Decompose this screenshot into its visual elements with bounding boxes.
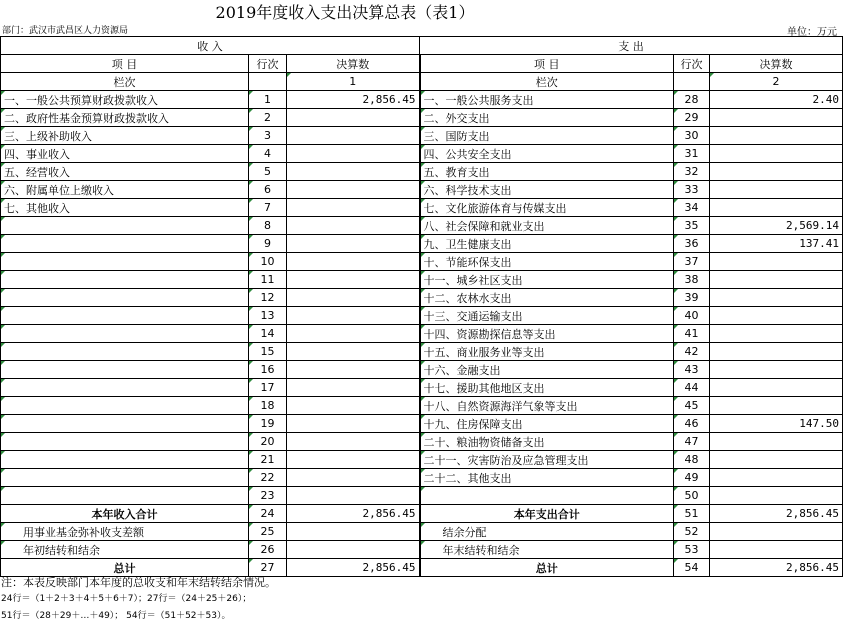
income-item [1,343,249,361]
expense-amount-header: 决算数 [710,55,843,73]
expense-item: 十、节能环保支出 [420,253,674,271]
income-opening-balance-label: 年初结转和结余 [1,541,249,559]
expense-amount [710,289,843,307]
income-amount [287,253,420,271]
expense-amount [710,487,843,505]
income-fund-offset-label: 用事业基金弥补收支差额 [1,523,249,541]
income-item: 三、上级补助收入 [1,127,249,145]
income-grand-total-label: 总计 [1,559,249,577]
expense-row-number: 36 [674,235,710,253]
expense-row-number: 41 [674,325,710,343]
table-row [1,289,843,307]
income-item [1,217,249,235]
table-row [1,127,843,145]
table-row [1,379,843,397]
expense-row-number: 47 [674,433,710,451]
expense-amount: 147.50 [710,415,843,433]
expense-row-number: 46 [674,415,710,433]
table-row [1,271,843,289]
income-row-number: 14 [249,325,287,343]
table-row [1,451,843,469]
budget-summary-table [0,36,843,577]
income-amount [287,235,420,253]
expense-item: 二十一、灾害防治及应急管理支出 [420,451,674,469]
expense-amount [710,469,843,487]
income-amount [287,181,420,199]
income-amount-header: 决算数 [287,55,420,73]
income-amount [287,271,420,289]
unit-label: 单位：万元 [787,27,837,38]
income-item: 六、附属单位上缴收入 [1,181,249,199]
column-number-row [1,73,843,91]
income-item [1,253,249,271]
income-amount [287,433,420,451]
expense-item [420,487,674,505]
expense-year-total-label: 本年支出合计 [420,505,674,523]
expense-row-number: 42 [674,343,710,361]
income-amount [287,487,420,505]
expense-item: 一、一般公共服务支出 [420,91,674,109]
income-row-number: 23 [249,487,287,505]
income-item: 七、其他收入 [1,199,249,217]
income-row-number: 20 [249,433,287,451]
expense-year-total-number: 51 [674,505,710,523]
income-year-total-label: 本年收入合计 [1,505,249,523]
income-row-number: 11 [249,271,287,289]
income-row-number: 22 [249,469,287,487]
expense-amount [710,271,843,289]
income-row-number: 10 [249,253,287,271]
expense-item: 三、国防支出 [420,127,674,145]
year-total-row [1,505,843,523]
income-opening-balance-amount [287,541,420,559]
income-row-number: 5 [249,163,287,181]
income-row-number: 4 [249,145,287,163]
income-rowno-header: 行次 [249,55,287,73]
expense-item: 十二、农林水支出 [420,289,674,307]
income-item: 五、经营收入 [1,163,249,181]
expense-item: 十八、自然资源海洋气象等支出 [420,397,674,415]
expense-amount [710,451,843,469]
expense-grand-total-label: 总计 [420,559,674,577]
expense-closing-balance-label: 年末结转和结余 [420,541,674,559]
expense-amount [710,163,843,181]
table-row [1,109,843,127]
income-year-total-number: 24 [249,505,287,523]
expense-column-number: 2 [710,73,843,91]
income-amount [287,163,420,181]
expense-amount [710,127,843,145]
expense-closing-balance-amount [710,541,843,559]
table-title: 2019年度收入支出决算总表（表1） [215,3,475,22]
expense-row-number: 37 [674,253,710,271]
expense-item: 八、社会保障和就业支出 [420,217,674,235]
expense-amount [710,361,843,379]
expense-amount: 2,569.14 [710,217,843,235]
income-row-number: 1 [249,91,287,109]
income-section-header: 收 入 [1,37,420,55]
income-amount [287,397,420,415]
income-opening-balance-number: 26 [249,541,287,559]
expense-amount [710,109,843,127]
table-row [1,487,843,505]
expense-row-number: 33 [674,181,710,199]
expense-row-number: 35 [674,217,710,235]
footnote-line: 51行＝（28＋29＋…＋49）； 54行＝（51＋52＋53）。 [1,611,231,621]
expense-row-number: 48 [674,451,710,469]
expense-amount [710,145,843,163]
income-amount [287,109,420,127]
income-row-number: 16 [249,361,287,379]
expense-row-number: 43 [674,361,710,379]
table-row [1,397,843,415]
income-amount [287,217,420,235]
expense-row-number: 28 [674,91,710,109]
income-item [1,397,249,415]
income-row-number: 19 [249,415,287,433]
expense-row-number: 38 [674,271,710,289]
expense-surplus-distribution-label: 结余分配 [420,523,674,541]
income-amount [287,415,420,433]
table-row [1,469,843,487]
department-label: 部门：武汉市武昌区人力资源局 [2,26,129,36]
footnote-line: 注：本表反映部门本年度的总收支和年末结转结余情况。 [1,576,276,589]
income-amount: 2,856.45 [287,91,420,109]
income-lanci-label: 栏次 [1,73,249,91]
expense-amount: 137.41 [710,235,843,253]
income-row-number: 9 [249,235,287,253]
carryover-row [1,541,843,559]
expense-row-number: 40 [674,307,710,325]
table-row [1,433,843,451]
income-amount [287,343,420,361]
expense-item: 十四、资源勘探信息等支出 [420,325,674,343]
expense-item: 六、科学技术支出 [420,181,674,199]
expense-item: 十三、交通运输支出 [420,307,674,325]
expense-rowno-header: 行次 [674,55,710,73]
income-row-number: 15 [249,343,287,361]
income-item-header: 项 目 [1,55,249,73]
footnote-line: 24行＝（1＋2＋3＋4＋5＋6＋7）；27行＝（24＋25＋26）； [1,594,252,604]
expense-row-number: 45 [674,397,710,415]
income-grand-total-amount: 2,856.45 [287,559,420,577]
income-row-number: 6 [249,181,287,199]
expense-amount [710,325,843,343]
expense-row-number: 34 [674,199,710,217]
expense-grand-total-number: 54 [674,559,710,577]
expense-amount [710,307,843,325]
expense-surplus-distribution-amount [710,523,843,541]
table-row [1,163,843,181]
income-row-number: 21 [249,451,287,469]
expense-row-number: 39 [674,289,710,307]
expense-row-number: 44 [674,379,710,397]
column-header-row [1,55,843,73]
income-item [1,235,249,253]
expense-item: 二、外交支出 [420,109,674,127]
income-amount [287,307,420,325]
income-item [1,487,249,505]
expense-amount [710,379,843,397]
income-item: 一、一般公共预算财政拨款收入 [1,91,249,109]
income-fund-offset-amount [287,523,420,541]
table-row [1,145,843,163]
income-item [1,271,249,289]
expense-row-number: 31 [674,145,710,163]
table-row [1,325,843,343]
income-item [1,361,249,379]
income-lanci-blank [249,73,287,91]
expense-row-number: 32 [674,163,710,181]
expense-item: 二十、粮油物资储备支出 [420,433,674,451]
adjustment-row [1,523,843,541]
expense-item: 十九、住房保障支出 [420,415,674,433]
income-item [1,307,249,325]
expense-lanci-label: 栏次 [420,73,674,91]
income-column-number: 1 [287,73,420,91]
income-amount [287,289,420,307]
expense-item: 七、文化旅游体育与传媒支出 [420,199,674,217]
income-amount [287,451,420,469]
income-amount [287,469,420,487]
table-row [1,307,843,325]
expense-lanci-blank [674,73,710,91]
income-item [1,451,249,469]
expense-amount [710,181,843,199]
table-row [1,199,843,217]
income-item [1,379,249,397]
income-item: 四、事业收入 [1,145,249,163]
income-item [1,289,249,307]
expense-amount [710,433,843,451]
expense-amount [710,253,843,271]
expense-item: 四、公共安全支出 [420,145,674,163]
expense-item: 十五、商业服务业等支出 [420,343,674,361]
income-amount [287,325,420,343]
income-amount [287,145,420,163]
expense-row-number: 50 [674,487,710,505]
income-item: 二、政府性基金预算财政拨款收入 [1,109,249,127]
income-row-number: 17 [249,379,287,397]
expense-item: 五、教育支出 [420,163,674,181]
income-row-number: 8 [249,217,287,235]
expense-item: 十七、援助其他地区支出 [420,379,674,397]
expense-amount [710,343,843,361]
table-row [1,253,843,271]
table-row [1,217,843,235]
income-item [1,469,249,487]
expense-item: 九、卫生健康支出 [420,235,674,253]
income-item [1,433,249,451]
income-row-number: 18 [249,397,287,415]
expense-surplus-distribution-number: 52 [674,523,710,541]
expense-row-number: 49 [674,469,710,487]
table-row [1,91,843,109]
expense-item-header: 项 目 [420,55,674,73]
income-amount [287,361,420,379]
table-row [1,343,843,361]
table-row [1,361,843,379]
income-amount [287,199,420,217]
income-row-number: 7 [249,199,287,217]
expense-year-total-amount: 2,856.45 [710,505,843,523]
income-row-number: 3 [249,127,287,145]
income-amount [287,379,420,397]
income-amount [287,127,420,145]
income-row-number: 13 [249,307,287,325]
table-row [1,415,843,433]
table-row [1,235,843,253]
expense-row-number: 30 [674,127,710,145]
expense-section-header: 支 出 [420,37,843,55]
expense-amount [710,199,843,217]
income-grand-total-number: 27 [249,559,287,577]
expense-amount: 2.40 [710,91,843,109]
income-fund-offset-number: 25 [249,523,287,541]
income-row-number: 2 [249,109,287,127]
income-item [1,415,249,433]
income-year-total-amount: 2,856.45 [287,505,420,523]
income-item [1,325,249,343]
expense-item: 十一、城乡社区支出 [420,271,674,289]
table-row [1,181,843,199]
expense-grand-total-amount: 2,856.45 [710,559,843,577]
expense-item: 二十二、其他支出 [420,469,674,487]
expense-amount [710,397,843,415]
section-header-row [1,37,843,55]
footnotes [0,574,843,625]
expense-item: 十六、金融支出 [420,361,674,379]
income-row-number: 12 [249,289,287,307]
expense-closing-balance-number: 53 [674,541,710,559]
expense-row-number: 29 [674,109,710,127]
